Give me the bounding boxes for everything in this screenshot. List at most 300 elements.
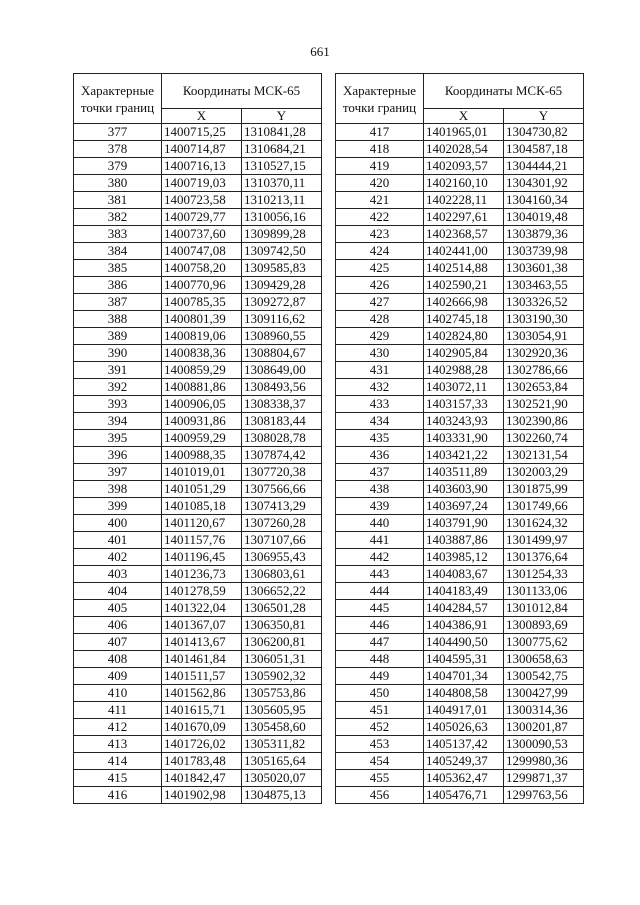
table-row — [336, 702, 584, 719]
cell-point: 419 — [336, 158, 424, 175]
table-row — [336, 413, 584, 430]
cell-y: 1308960,55 — [242, 328, 322, 345]
cell-point: 406 — [74, 617, 162, 634]
cell-y: 1301376,64 — [504, 549, 584, 566]
cell-y: 1300893,69 — [504, 617, 584, 634]
cell-x: 1404808,58 — [424, 685, 504, 702]
cell-x: 1401902,98 — [162, 787, 242, 804]
table-row — [336, 617, 584, 634]
table-row — [74, 464, 322, 481]
cell-x: 1402905,84 — [424, 345, 504, 362]
cell-y: 1303879,36 — [504, 226, 584, 243]
cell-point: 427 — [336, 294, 424, 311]
cell-y: 1308804,67 — [242, 345, 322, 362]
cell-point: 413 — [74, 736, 162, 753]
cell-x: 1400785,35 — [162, 294, 242, 311]
cell-x: 1402988,28 — [424, 362, 504, 379]
cell-y: 1305311,82 — [242, 736, 322, 753]
table-row — [74, 685, 322, 702]
header-x: X — [424, 109, 504, 124]
table-row — [74, 600, 322, 617]
cell-x: 1403887,86 — [424, 532, 504, 549]
cell-y: 1309116,62 — [242, 311, 322, 328]
cell-y: 1303463,55 — [504, 277, 584, 294]
cell-y: 1310056,16 — [242, 209, 322, 226]
cell-x: 1403157,33 — [424, 396, 504, 413]
cell-y: 1306051,31 — [242, 651, 322, 668]
cell-x: 1404386,91 — [424, 617, 504, 634]
cell-point: 402 — [74, 549, 162, 566]
cell-x: 1400729,77 — [162, 209, 242, 226]
cell-point: 431 — [336, 362, 424, 379]
cell-y: 1305458,60 — [242, 719, 322, 736]
cell-x: 1402666,98 — [424, 294, 504, 311]
table-row — [336, 260, 584, 277]
cell-y: 1310213,11 — [242, 192, 322, 209]
cell-point: 399 — [74, 498, 162, 515]
table-row — [74, 379, 322, 396]
cell-y: 1303601,38 — [504, 260, 584, 277]
cell-point: 420 — [336, 175, 424, 192]
cell-y: 1303739,98 — [504, 243, 584, 260]
table-row — [74, 260, 322, 277]
cell-x: 1401278,59 — [162, 583, 242, 600]
cell-y: 1305605,95 — [242, 702, 322, 719]
cell-point: 414 — [74, 753, 162, 770]
cell-y: 1302260,74 — [504, 430, 584, 447]
cell-point: 379 — [74, 158, 162, 175]
table-row — [74, 668, 322, 685]
cell-point: 398 — [74, 481, 162, 498]
cell-x: 1405362,47 — [424, 770, 504, 787]
table-row — [74, 719, 322, 736]
cell-point: 432 — [336, 379, 424, 396]
cell-point: 385 — [74, 260, 162, 277]
table-row — [74, 617, 322, 634]
cell-y: 1306652,22 — [242, 583, 322, 600]
cell-x: 1401236,73 — [162, 566, 242, 583]
cell-y: 1300201,87 — [504, 719, 584, 736]
cell-x: 1401965,01 — [424, 124, 504, 141]
table-row — [336, 158, 584, 175]
cell-y: 1309585,83 — [242, 260, 322, 277]
cell-x: 1402228,11 — [424, 192, 504, 209]
cell-x: 1401322,04 — [162, 600, 242, 617]
cell-point: 411 — [74, 702, 162, 719]
cell-y: 1306350,81 — [242, 617, 322, 634]
cell-x: 1400959,29 — [162, 430, 242, 447]
cell-point: 409 — [74, 668, 162, 685]
cell-y: 1309272,87 — [242, 294, 322, 311]
header-points: Характерные точки границ — [336, 74, 424, 124]
cell-point: 412 — [74, 719, 162, 736]
cell-x: 1405249,37 — [424, 753, 504, 770]
cell-point: 442 — [336, 549, 424, 566]
cell-x: 1402093,57 — [424, 158, 504, 175]
cell-y: 1302390,86 — [504, 413, 584, 430]
cell-y: 1305020,07 — [242, 770, 322, 787]
cell-x: 1401157,76 — [162, 532, 242, 549]
cell-y: 1307413,29 — [242, 498, 322, 515]
cell-y: 1309899,28 — [242, 226, 322, 243]
cell-y: 1305753,86 — [242, 685, 322, 702]
cell-point: 380 — [74, 175, 162, 192]
cell-point: 404 — [74, 583, 162, 600]
cell-x: 1400715,25 — [162, 124, 242, 141]
cell-y: 1308028,78 — [242, 430, 322, 447]
cell-point: 429 — [336, 328, 424, 345]
table-body — [336, 124, 584, 804]
cell-x: 1405476,71 — [424, 787, 504, 804]
cell-point: 408 — [74, 651, 162, 668]
cell-point: 443 — [336, 566, 424, 583]
cell-point: 452 — [336, 719, 424, 736]
cell-point: 403 — [74, 566, 162, 583]
table-row — [336, 277, 584, 294]
cell-y: 1302920,36 — [504, 345, 584, 362]
cell-y: 1300775,62 — [504, 634, 584, 651]
page-number: 661 — [310, 44, 330, 59]
cell-y: 1308338,37 — [242, 396, 322, 413]
cell-x: 1404083,67 — [424, 566, 504, 583]
cell-x: 1404183,49 — [424, 583, 504, 600]
cell-x: 1404490,50 — [424, 634, 504, 651]
cell-point: 382 — [74, 209, 162, 226]
cell-x: 1401085,18 — [162, 498, 242, 515]
cell-y: 1310841,28 — [242, 124, 322, 141]
cell-point: 387 — [74, 294, 162, 311]
table-row — [74, 515, 322, 532]
cell-x: 1400859,29 — [162, 362, 242, 379]
cell-y: 1304301,92 — [504, 175, 584, 192]
cell-point: 397 — [74, 464, 162, 481]
cell-y: 1306803,61 — [242, 566, 322, 583]
cell-point: 439 — [336, 498, 424, 515]
table-row — [74, 430, 322, 447]
cell-x: 1403243,93 — [424, 413, 504, 430]
cell-x: 1403791,90 — [424, 515, 504, 532]
cell-point: 401 — [74, 532, 162, 549]
cell-y: 1300090,53 — [504, 736, 584, 753]
cell-x: 1404701,34 — [424, 668, 504, 685]
cell-point: 444 — [336, 583, 424, 600]
cell-y: 1303326,52 — [504, 294, 584, 311]
cell-y: 1308649,00 — [242, 362, 322, 379]
cell-x: 1404917,01 — [424, 702, 504, 719]
cell-y: 1310527,15 — [242, 158, 322, 175]
cell-x: 1403072,11 — [424, 379, 504, 396]
cell-x: 1400931,86 — [162, 413, 242, 430]
cell-point: 449 — [336, 668, 424, 685]
cell-x: 1401726,02 — [162, 736, 242, 753]
table-row — [336, 362, 584, 379]
table-row — [74, 158, 322, 175]
cell-y: 1304875,13 — [242, 787, 322, 804]
table-row — [74, 566, 322, 583]
cell-x: 1401842,47 — [162, 770, 242, 787]
cell-x: 1403603,90 — [424, 481, 504, 498]
cell-x: 1400716,13 — [162, 158, 242, 175]
cell-x: 1400801,39 — [162, 311, 242, 328]
cell-y: 1306955,43 — [242, 549, 322, 566]
cell-x: 1401120,67 — [162, 515, 242, 532]
cell-x: 1401562,86 — [162, 685, 242, 702]
cell-point: 448 — [336, 651, 424, 668]
table-row — [336, 396, 584, 413]
table-row — [74, 787, 322, 804]
cell-x: 1400719,03 — [162, 175, 242, 192]
cell-point: 421 — [336, 192, 424, 209]
header-coordinates: Координаты МСК-65 — [424, 74, 584, 109]
table-row — [336, 141, 584, 158]
cell-y: 1304444,21 — [504, 158, 584, 175]
cell-point: 395 — [74, 430, 162, 447]
cell-x: 1403697,24 — [424, 498, 504, 515]
cell-x: 1401461,84 — [162, 651, 242, 668]
cell-y: 1300658,63 — [504, 651, 584, 668]
cell-x: 1402745,18 — [424, 311, 504, 328]
cell-point: 430 — [336, 345, 424, 362]
cell-y: 1304160,34 — [504, 192, 584, 209]
table-row — [336, 311, 584, 328]
cell-y: 1300427,99 — [504, 685, 584, 702]
cell-point: 441 — [336, 532, 424, 549]
header-x: X — [162, 109, 242, 124]
cell-y: 1302131,54 — [504, 447, 584, 464]
cell-y: 1301499,97 — [504, 532, 584, 549]
cell-x: 1400737,60 — [162, 226, 242, 243]
table-row — [74, 753, 322, 770]
cell-x: 1402514,88 — [424, 260, 504, 277]
cell-point: 428 — [336, 311, 424, 328]
table-row — [336, 770, 584, 787]
cell-point: 446 — [336, 617, 424, 634]
table-row — [336, 209, 584, 226]
cell-y: 1307566,66 — [242, 481, 322, 498]
cell-point: 391 — [74, 362, 162, 379]
cell-x: 1400770,96 — [162, 277, 242, 294]
coordinates-table-left — [73, 73, 322, 804]
table-row — [74, 549, 322, 566]
cell-y: 1301749,66 — [504, 498, 584, 515]
cell-y: 1308493,56 — [242, 379, 322, 396]
table-row — [74, 345, 322, 362]
table-row — [336, 600, 584, 617]
cell-y: 1309742,50 — [242, 243, 322, 260]
table-row — [74, 141, 322, 158]
cell-point: 455 — [336, 770, 424, 787]
cell-point: 393 — [74, 396, 162, 413]
cell-y: 1302786,66 — [504, 362, 584, 379]
table-row — [74, 481, 322, 498]
table-row — [74, 413, 322, 430]
cell-x: 1402368,57 — [424, 226, 504, 243]
table-row — [336, 328, 584, 345]
cell-point: 392 — [74, 379, 162, 396]
cell-x: 1400758,20 — [162, 260, 242, 277]
table-row — [336, 668, 584, 685]
table-row — [336, 175, 584, 192]
table-row — [336, 430, 584, 447]
table-header — [74, 74, 322, 124]
table-row — [74, 124, 322, 141]
cell-y: 1304587,18 — [504, 141, 584, 158]
cell-x: 1400723,58 — [162, 192, 242, 209]
cell-x: 1401367,07 — [162, 617, 242, 634]
cell-x: 1404595,31 — [424, 651, 504, 668]
cell-x: 1403985,12 — [424, 549, 504, 566]
cell-point: 447 — [336, 634, 424, 651]
cell-y: 1300314,36 — [504, 702, 584, 719]
table-row — [336, 787, 584, 804]
header-points: Характерные точки границ — [74, 74, 162, 124]
cell-point: 410 — [74, 685, 162, 702]
header-coordinates: Координаты МСК-65 — [162, 74, 322, 109]
table-row — [336, 192, 584, 209]
table-row — [336, 753, 584, 770]
table-row — [74, 770, 322, 787]
table-row — [74, 226, 322, 243]
cell-x: 1401019,01 — [162, 464, 242, 481]
cell-x: 1400747,08 — [162, 243, 242, 260]
cell-y: 1305165,64 — [242, 753, 322, 770]
cell-y: 1303054,91 — [504, 328, 584, 345]
cell-x: 1401670,09 — [162, 719, 242, 736]
cell-y: 1306200,81 — [242, 634, 322, 651]
table-row — [336, 464, 584, 481]
cell-point: 423 — [336, 226, 424, 243]
cell-y: 1306501,28 — [242, 600, 322, 617]
cell-point: 418 — [336, 141, 424, 158]
table-row — [74, 532, 322, 549]
cell-point: 407 — [74, 634, 162, 651]
cell-point: 456 — [336, 787, 424, 804]
cell-x: 1403511,89 — [424, 464, 504, 481]
cell-point: 451 — [336, 702, 424, 719]
cell-y: 1301624,32 — [504, 515, 584, 532]
cell-y: 1307874,42 — [242, 447, 322, 464]
cell-y: 1309429,28 — [242, 277, 322, 294]
table-row — [74, 498, 322, 515]
cell-point: 422 — [336, 209, 424, 226]
table-row — [336, 294, 584, 311]
table-row — [74, 396, 322, 413]
cell-x: 1401196,45 — [162, 549, 242, 566]
cell-y: 1307260,28 — [242, 515, 322, 532]
cell-x: 1402160,10 — [424, 175, 504, 192]
table-row — [336, 226, 584, 243]
table-row — [336, 379, 584, 396]
cell-y: 1302003,29 — [504, 464, 584, 481]
cell-point: 383 — [74, 226, 162, 243]
cell-y: 1300542,75 — [504, 668, 584, 685]
cell-point: 396 — [74, 447, 162, 464]
table-row — [74, 362, 322, 379]
cell-x: 1400988,35 — [162, 447, 242, 464]
cell-y: 1304730,82 — [504, 124, 584, 141]
cell-point: 437 — [336, 464, 424, 481]
cell-x: 1402297,61 — [424, 209, 504, 226]
cell-point: 440 — [336, 515, 424, 532]
cell-point: 384 — [74, 243, 162, 260]
cell-x: 1403331,90 — [424, 430, 504, 447]
table-row — [74, 651, 322, 668]
table-row — [336, 498, 584, 515]
table-row — [74, 311, 322, 328]
coordinates-table-right — [335, 73, 584, 804]
table-row — [74, 702, 322, 719]
table-header — [336, 74, 584, 124]
cell-y: 1305902,32 — [242, 668, 322, 685]
table-row — [74, 583, 322, 600]
cell-point: 453 — [336, 736, 424, 753]
cell-x: 1402590,21 — [424, 277, 504, 294]
cell-point: 381 — [74, 192, 162, 209]
cell-point: 435 — [336, 430, 424, 447]
table-row — [336, 651, 584, 668]
cell-point: 388 — [74, 311, 162, 328]
cell-point: 377 — [74, 124, 162, 141]
table-row — [74, 243, 322, 260]
cell-y: 1301254,33 — [504, 566, 584, 583]
table-row — [336, 583, 584, 600]
cell-point: 405 — [74, 600, 162, 617]
cell-y: 1301875,99 — [504, 481, 584, 498]
cell-point: 378 — [74, 141, 162, 158]
cell-x: 1400906,05 — [162, 396, 242, 413]
cell-x: 1405026,63 — [424, 719, 504, 736]
cell-point: 433 — [336, 396, 424, 413]
cell-y: 1301133,06 — [504, 583, 584, 600]
cell-point: 450 — [336, 685, 424, 702]
cell-point: 424 — [336, 243, 424, 260]
cell-point: 394 — [74, 413, 162, 430]
cell-x: 1400881,86 — [162, 379, 242, 396]
cell-point: 426 — [336, 277, 424, 294]
table-row — [336, 481, 584, 498]
cell-point: 400 — [74, 515, 162, 532]
table-body — [74, 124, 322, 804]
table-row — [336, 566, 584, 583]
header-y: Y — [242, 109, 322, 124]
cell-x: 1405137,42 — [424, 736, 504, 753]
cell-point: 434 — [336, 413, 424, 430]
cell-y: 1310370,11 — [242, 175, 322, 192]
cell-point: 445 — [336, 600, 424, 617]
cell-y: 1307107,66 — [242, 532, 322, 549]
cell-point: 390 — [74, 345, 162, 362]
cell-point: 415 — [74, 770, 162, 787]
cell-y: 1302521,90 — [504, 396, 584, 413]
table-row — [336, 685, 584, 702]
header-y: Y — [504, 109, 584, 124]
cell-point: 425 — [336, 260, 424, 277]
table-row — [74, 277, 322, 294]
cell-y: 1310684,21 — [242, 141, 322, 158]
cell-x: 1400819,06 — [162, 328, 242, 345]
table-row — [74, 175, 322, 192]
cell-point: 436 — [336, 447, 424, 464]
cell-x: 1404284,57 — [424, 600, 504, 617]
cell-point: 389 — [74, 328, 162, 345]
cell-y: 1308183,44 — [242, 413, 322, 430]
cell-y: 1299980,36 — [504, 753, 584, 770]
table-row — [336, 243, 584, 260]
cell-y: 1307720,38 — [242, 464, 322, 481]
cell-y: 1299871,37 — [504, 770, 584, 787]
cell-x: 1401413,67 — [162, 634, 242, 651]
table-row — [74, 209, 322, 226]
